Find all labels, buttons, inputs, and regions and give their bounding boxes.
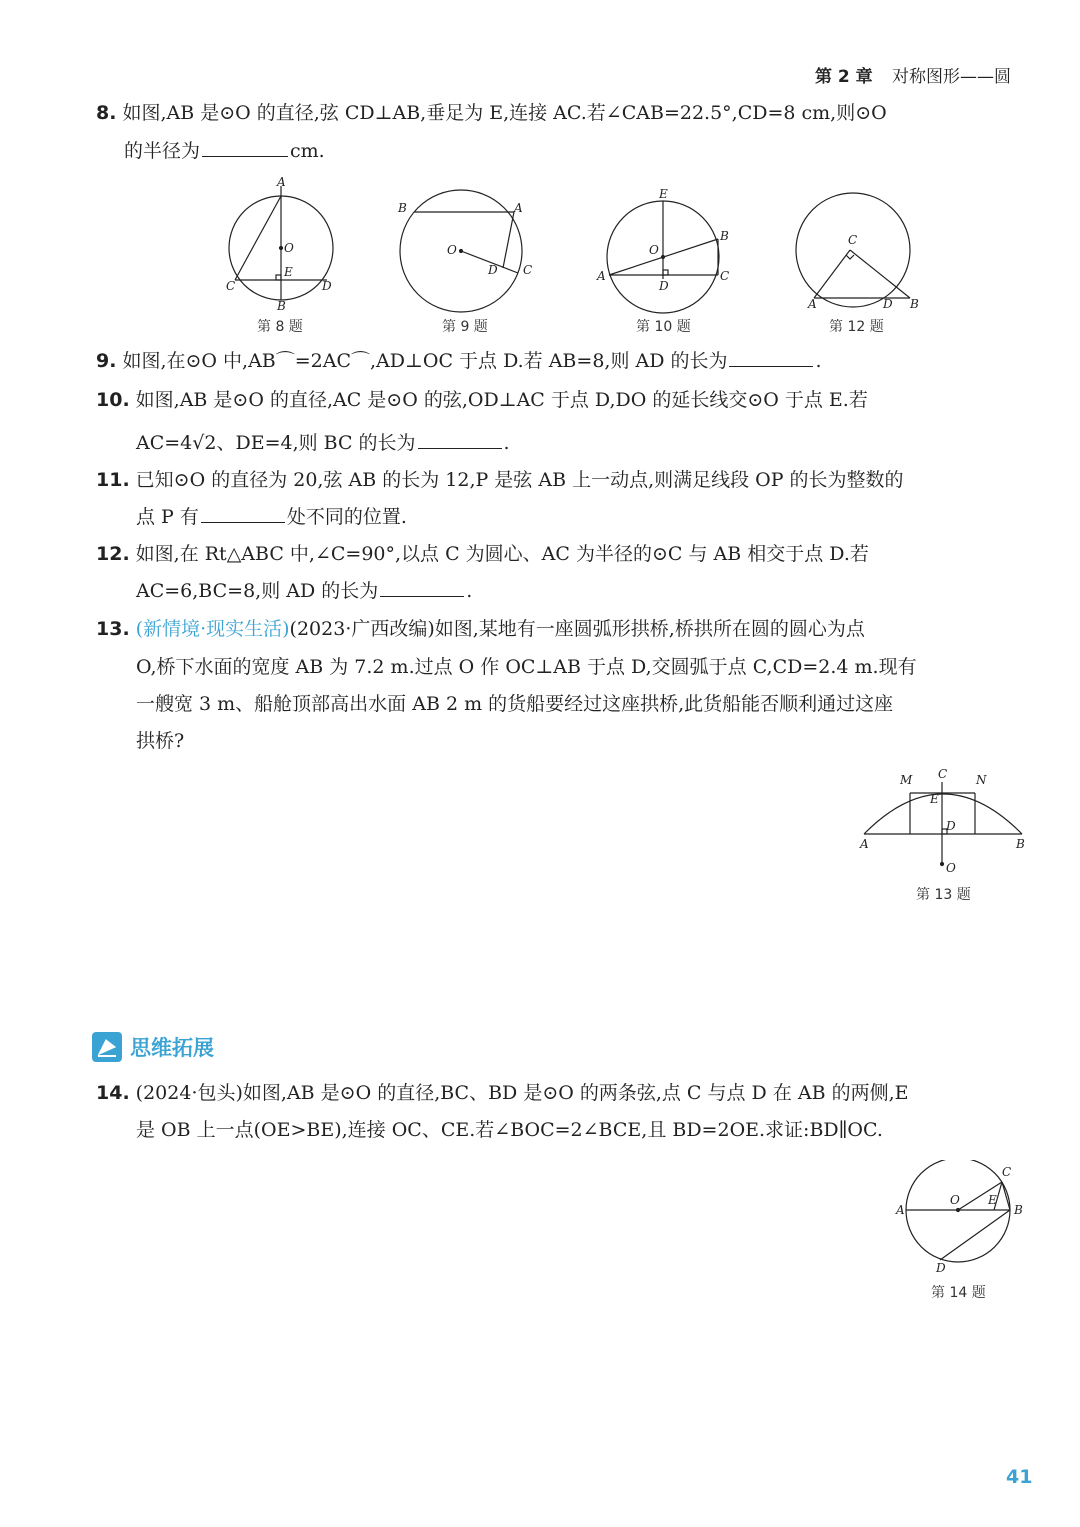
question-text: 是 OB 上一点(OE>BE),连接 OC、CE.若∠BOC=2∠BCE,且 BD=2OE.求证:BD∥OC. <box>136 1119 883 1141</box>
question-10-line-2 <box>136 424 510 462</box>
section-heading <box>92 1032 214 1062</box>
page-number: 41 <box>1006 1466 1033 1488</box>
label-o: O <box>447 243 457 257</box>
figure-13-caption: 第 13 题 <box>916 887 971 903</box>
question-14-line-2 <box>136 1111 883 1149</box>
center-point <box>941 863 944 866</box>
answer-blank[interactable] <box>202 134 288 157</box>
label-b: B <box>398 201 407 215</box>
answer-blank[interactable] <box>729 344 813 367</box>
label-a: A <box>860 837 869 851</box>
label-o: O <box>950 1193 960 1207</box>
answer-blank[interactable] <box>201 500 285 523</box>
question-8-line-2 <box>124 132 325 170</box>
label-d: D <box>488 263 498 277</box>
question-number: 9. <box>96 350 117 372</box>
center-point <box>460 250 463 253</box>
question-8 <box>96 94 887 132</box>
center-point <box>280 247 283 250</box>
label-b: B <box>1016 837 1025 851</box>
figure-12-caption: 第 12 题 <box>829 319 884 335</box>
label-b: B <box>277 299 286 313</box>
center-point <box>662 256 665 259</box>
label-e: E <box>988 1193 997 1207</box>
question-number: 13. <box>96 618 130 640</box>
question-text: 的半径为 <box>124 140 201 162</box>
label-a: A <box>597 269 606 283</box>
right-angle-mark <box>846 255 854 259</box>
section-title: 思维拓展 <box>130 1036 214 1060</box>
label-d: D <box>936 1261 946 1275</box>
question-13-line-3 <box>136 685 893 723</box>
label-c: C <box>523 263 533 277</box>
label-d: D <box>322 279 332 293</box>
question-13-line-4 <box>136 722 184 760</box>
figure-8-caption: 第 8 题 <box>257 319 303 335</box>
question-11-line-2 <box>136 498 407 536</box>
circle-c <box>796 193 910 307</box>
label-a: A <box>514 201 523 215</box>
label-e: E <box>930 792 939 806</box>
question-text: (2024·包头)如图,AB 是⊙O 的直径,BC、BD 是⊙O 的两条弦,点 C 与点 D 在 AB 的两侧,E <box>135 1082 909 1104</box>
label-c: C <box>226 279 236 293</box>
label-o: O <box>649 243 659 257</box>
question-text: 一艘宽 3 m、船舱顶部高出水面 AB 2 m 的货船要经过这座拱桥,此货船能否顺利通过这座 <box>136 693 894 715</box>
label-c: C <box>938 767 948 781</box>
figure-10 <box>594 182 736 318</box>
question-text: 如图,在 Rt△ABC 中,∠C=90°,以点 C 为圆心、AC 为半径的⊙C 与 AB 相交于点 D.若 <box>135 543 869 565</box>
question-text: 点 P 有 <box>136 506 199 528</box>
question-number: 10. <box>96 389 130 411</box>
question-13-line-2 <box>136 648 917 686</box>
label-e: E <box>659 187 668 201</box>
chord-bd <box>940 1210 1010 1260</box>
bridge-arc <box>864 794 1022 834</box>
thinking-icon <box>92 1032 122 1062</box>
label-e: E <box>284 265 293 279</box>
question-text: 处不同的位置. <box>286 506 407 528</box>
question-text: . <box>503 432 510 454</box>
label-c: C <box>720 269 730 283</box>
label-d: D <box>946 819 956 833</box>
answer-blank[interactable] <box>418 426 502 449</box>
label-b: B <box>720 229 729 243</box>
segment-ad <box>503 212 514 268</box>
label-a: A <box>277 175 286 189</box>
question-number: 11. <box>96 469 130 491</box>
figure-9-caption: 第 9 题 <box>442 319 488 335</box>
figure-13 <box>856 764 1032 880</box>
question-12-line-2 <box>136 572 472 610</box>
label-b: B <box>910 297 919 311</box>
label-o: O <box>946 861 956 875</box>
right-angle-mark <box>276 275 281 280</box>
label-d: D <box>659 279 669 293</box>
label-o: O <box>284 241 294 255</box>
answer-blank[interactable] <box>380 574 464 597</box>
segment-cb <box>850 250 910 298</box>
figure-10-caption: 第 10 题 <box>636 319 691 335</box>
segment-ca <box>814 250 850 298</box>
question-number: 14. <box>96 1082 130 1104</box>
question-9 <box>96 342 822 380</box>
label-d: D <box>883 297 893 311</box>
question-11 <box>96 461 904 499</box>
question-text: 如图,AB 是⊙O 的直径,弦 CD⊥AB,垂足为 E,连接 AC.若∠CAB=22.5°,CD=8 cm,则⊙O <box>122 102 887 124</box>
question-text: cm. <box>290 140 325 162</box>
question-text: 如图,AB 是⊙O 的直径,AC 是⊙O 的弦,OD⊥AC 于点 D,DO 的延长线交⊙O 于点 E.若 <box>135 389 868 411</box>
label-c: C <box>1002 1165 1012 1179</box>
chapter-title: 对称图形——圆 <box>892 67 1011 87</box>
center-point <box>957 1209 960 1212</box>
question-10 <box>96 381 868 419</box>
figure-8 <box>220 172 344 318</box>
label-m: M <box>900 773 913 787</box>
question-text: AC=6,BC=8,则 AD 的长为 <box>136 580 379 602</box>
label-a: A <box>896 1203 905 1217</box>
question-text: 如图,在⊙O 中,AB⌒=2AC⌒,AD⊥OC 于点 D.若 AB=8,则 AD 的长为 <box>122 350 728 372</box>
question-text: 已知⊙O 的直径为 20,弦 AB 的长为 12,P 是弦 AB 上一动点,则满足线段 OP 的长为整数的 <box>135 469 904 491</box>
question-number: 12. <box>96 543 130 565</box>
question-text: O,桥下水面的宽度 AB 为 7.2 m.过点 O 作 OC⊥AB 于点 D,交圆弧于点 C,CD=2.4 m.现有 <box>136 656 917 678</box>
right-angle-mark <box>663 270 668 275</box>
question-text: AC=4√2、DE=4,则 BC 的长为 <box>136 432 416 454</box>
question-12 <box>96 535 869 573</box>
question-text: 拱桥? <box>136 730 185 752</box>
question-text: . <box>815 350 822 372</box>
label-b: B <box>1014 1203 1023 1217</box>
label-a: A <box>808 297 817 311</box>
segment-ac <box>235 196 281 280</box>
label-n: N <box>976 773 987 787</box>
figure-14 <box>890 1160 1030 1278</box>
label-c: C <box>848 233 858 247</box>
context-tag: (新情境·现实生活) <box>135 618 290 640</box>
figure-14-caption: 第 14 题 <box>931 1285 986 1301</box>
question-13 <box>96 610 865 648</box>
figure-9 <box>392 188 540 318</box>
question-text: . <box>466 580 473 602</box>
question-number: 8. <box>96 102 117 124</box>
chapter-number: 第 2 章 <box>815 67 873 87</box>
question-text: (2023·广西改编)如图,某地有一座圆弧形拱桥,桥拱所在圆的圆心为点 <box>289 618 865 640</box>
figure-12 <box>788 180 924 318</box>
question-14 <box>96 1074 909 1112</box>
chord-bc <box>1002 1182 1010 1210</box>
